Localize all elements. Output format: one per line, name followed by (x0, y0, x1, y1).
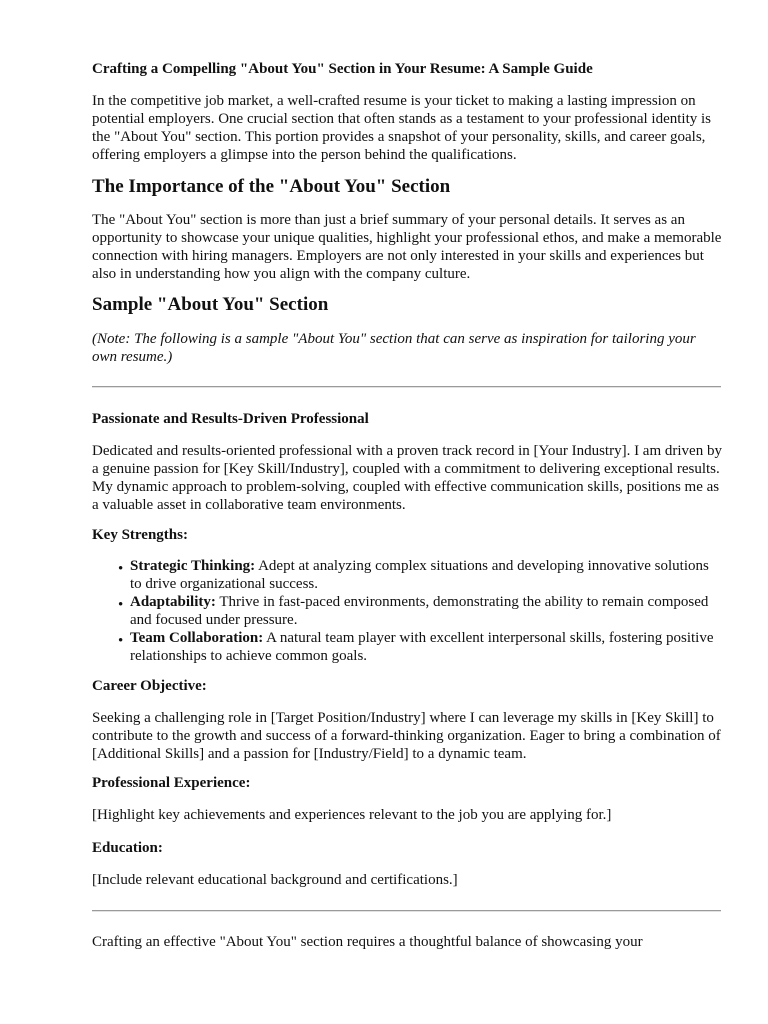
strength-text: A natural team player with excellent interpersonal skills, fostering positive relationships to achieve common goals. (130, 630, 714, 664)
bullet-icon: • (118, 633, 124, 649)
strengths-list (118, 557, 718, 665)
profile-paragraph: Dedicated and results-oriented professional with a proven track record in [Your Industry]. I am driven by a genuine passion for [Key Skill/Industry], coupled with a commitment to delivering exceptional results. My dynamic approach to problem-solving, coupled with effective communication skills, positions me as a valuable asset in collaborative team environments. (92, 443, 722, 513)
sample-note: (Note: The following is a sample "About You" section that can serve as inspiration for tailoring your own resume.) (92, 331, 696, 365)
sample-heading: Sample "About You" Section (92, 294, 329, 315)
intro-paragraph: In the competitive job market, a well-crafted resume is your ticket to making a lasting impression on potential employers. One crucial section that often stands as a testament to your professional identity is the "About You" section. This portion provides a snapshot of your personality, skills, and career goals, offering employers a glimpse into the person behind the qualifications. (92, 93, 712, 163)
list-item (118, 629, 718, 665)
strengths-heading: Key Strengths: (92, 527, 188, 543)
profile-title: Passionate and Results-Driven Professional (92, 411, 369, 427)
strength-text: Thrive in fast-paced environments, demonstrating the ability to remain composed and focused under pressure. (130, 594, 709, 628)
list-item (118, 557, 718, 593)
strength-label: Adaptability: (130, 594, 216, 610)
closing-paragraph: Crafting an effective "About You" section requires a thoughtful balance of showcasing your (92, 934, 643, 950)
strength-label: Team Collaboration: (130, 630, 264, 646)
education-heading: Education: (92, 840, 163, 856)
horizontal-rule (92, 910, 721, 912)
objective-paragraph: Seeking a challenging role in [Target Position/Industry] where I can leverage my skills in [Key Skill] to contribute to the growth and success of a forward-thinking organization. Eager to bring a combination of [Additional Skills] and a passion for [Industry/Field] to a dynamic team. (92, 710, 721, 762)
importance-heading: The Importance of the "About You" Section (92, 176, 451, 197)
horizontal-rule (92, 386, 721, 388)
importance-paragraph: The "About You" section is more than just a brief summary of your personal details. It serves as an opportunity to showcase your unique qualities, highlight your professional ethos, and make a memorable connection with hiring managers. Employers are not only interested in your skills and experiences but also in understanding how you align with the company culture. (92, 212, 722, 282)
experience-paragraph: [Highlight key achievements and experiences relevant to the job you are applying for.] (92, 807, 612, 823)
experience-heading: Professional Experience: (92, 775, 251, 791)
document-title: Crafting a Compelling "About You" Section in Your Resume: A Sample Guide (92, 61, 593, 77)
objective-heading: Career Objective: (92, 678, 207, 694)
bullet-icon: • (118, 561, 124, 577)
list-item (118, 593, 718, 629)
bullet-icon: • (118, 597, 124, 613)
education-paragraph: [Include relevant educational background and certifications.] (92, 872, 458, 888)
strength-label: Strategic Thinking: (130, 558, 256, 574)
strength-text: Adept at analyzing complex situations and developing innovative solutions to drive organizational success. (130, 558, 709, 592)
